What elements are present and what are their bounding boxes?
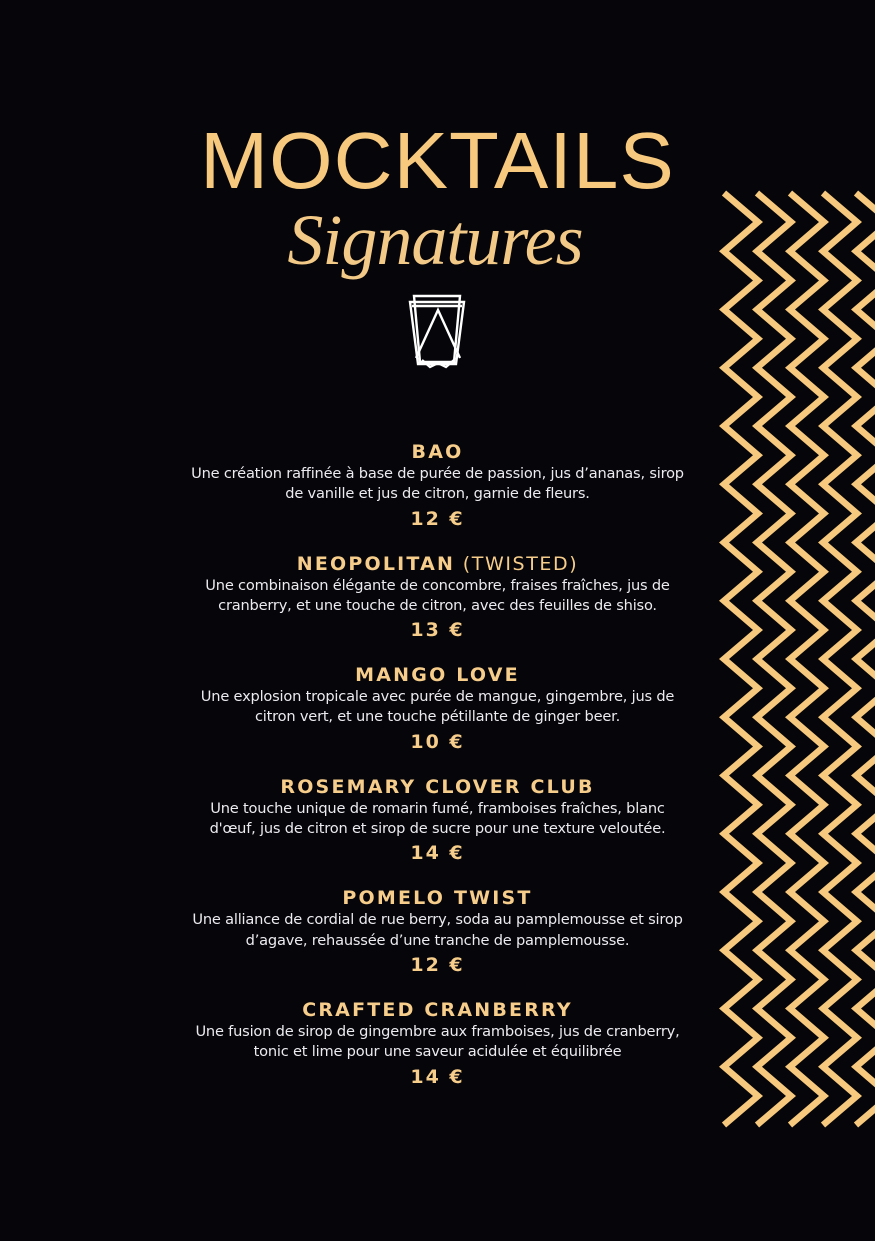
item-name (185, 440, 690, 464)
item-name-text: CRAFTED CRANBERRY (302, 998, 573, 1021)
item-name-text: BAO (411, 441, 464, 463)
page-title: MOCKTAILS (200, 116, 675, 205)
item-description: Une création raffinée à base de purée de passion, jus d’ananas, sirop de vanille et jus de citron, garnie de fleurs. (191, 465, 684, 503)
zigzag-stripe (856, 193, 875, 1125)
cocktail-glass-icon (408, 292, 468, 370)
item-price: 10 € (410, 730, 465, 753)
item-description: Une fusion de sirop de gingembre aux framboises, jus de cranberry, tonic et lime pour une saveur acidulée et équilibrée (195, 1022, 680, 1061)
item-name-text: ROSEMARY CLOVER CLUB (280, 775, 595, 798)
item-price: 13 € (410, 619, 465, 642)
menu-item-neopolitan (185, 552, 690, 644)
item-name (185, 775, 690, 799)
mocktail-list (185, 440, 690, 1090)
item-name (185, 552, 690, 576)
item-price: 14 € (410, 1065, 465, 1088)
page-subtitle: Signatures (287, 200, 583, 280)
item-price: 12 € (410, 507, 465, 530)
item-name-text: POMELO TWIST (342, 887, 533, 910)
item-name (185, 663, 690, 687)
item-description: Une combinaison élégante de concombre, fraises fraîches, jus de cranberry, et une touche de citron, avec des feuilles de shiso. (205, 576, 670, 614)
item-name-text: MANGO LOVE (355, 664, 520, 687)
menu-item-rosemary-clover-club (185, 775, 690, 867)
item-name (185, 998, 690, 1022)
zigzag-decoration (718, 186, 875, 1134)
item-description: Une explosion tropicale avec purée de mangue, gingembre, jus de citron vert, et une touche pétillante de ginger beer. (200, 688, 675, 726)
item-name-text: NEOPOLITAN (296, 552, 456, 575)
menu-item-crafted-cranberry (185, 998, 690, 1090)
menu-item-bao (185, 440, 690, 532)
item-description: Une alliance de cordial de rue berry, soda au pamplemousse et sirop d’agave, rehaussée d’une tranche de pamplemousse. (192, 911, 683, 949)
item-price: 14 € (410, 842, 465, 865)
menu-item-mango-love (185, 663, 690, 755)
menu-item-pomelo-twist (185, 886, 690, 978)
item-name (185, 886, 690, 910)
item-name-suffix: (TWISTED) (455, 552, 579, 575)
item-description: Une touche unique de romarin fumé, framboises fraîches, blanc d'œuf, jus de citron et sirop de sucre pour une texture veloutée. (209, 799, 666, 838)
item-price: 12 € (410, 953, 465, 976)
